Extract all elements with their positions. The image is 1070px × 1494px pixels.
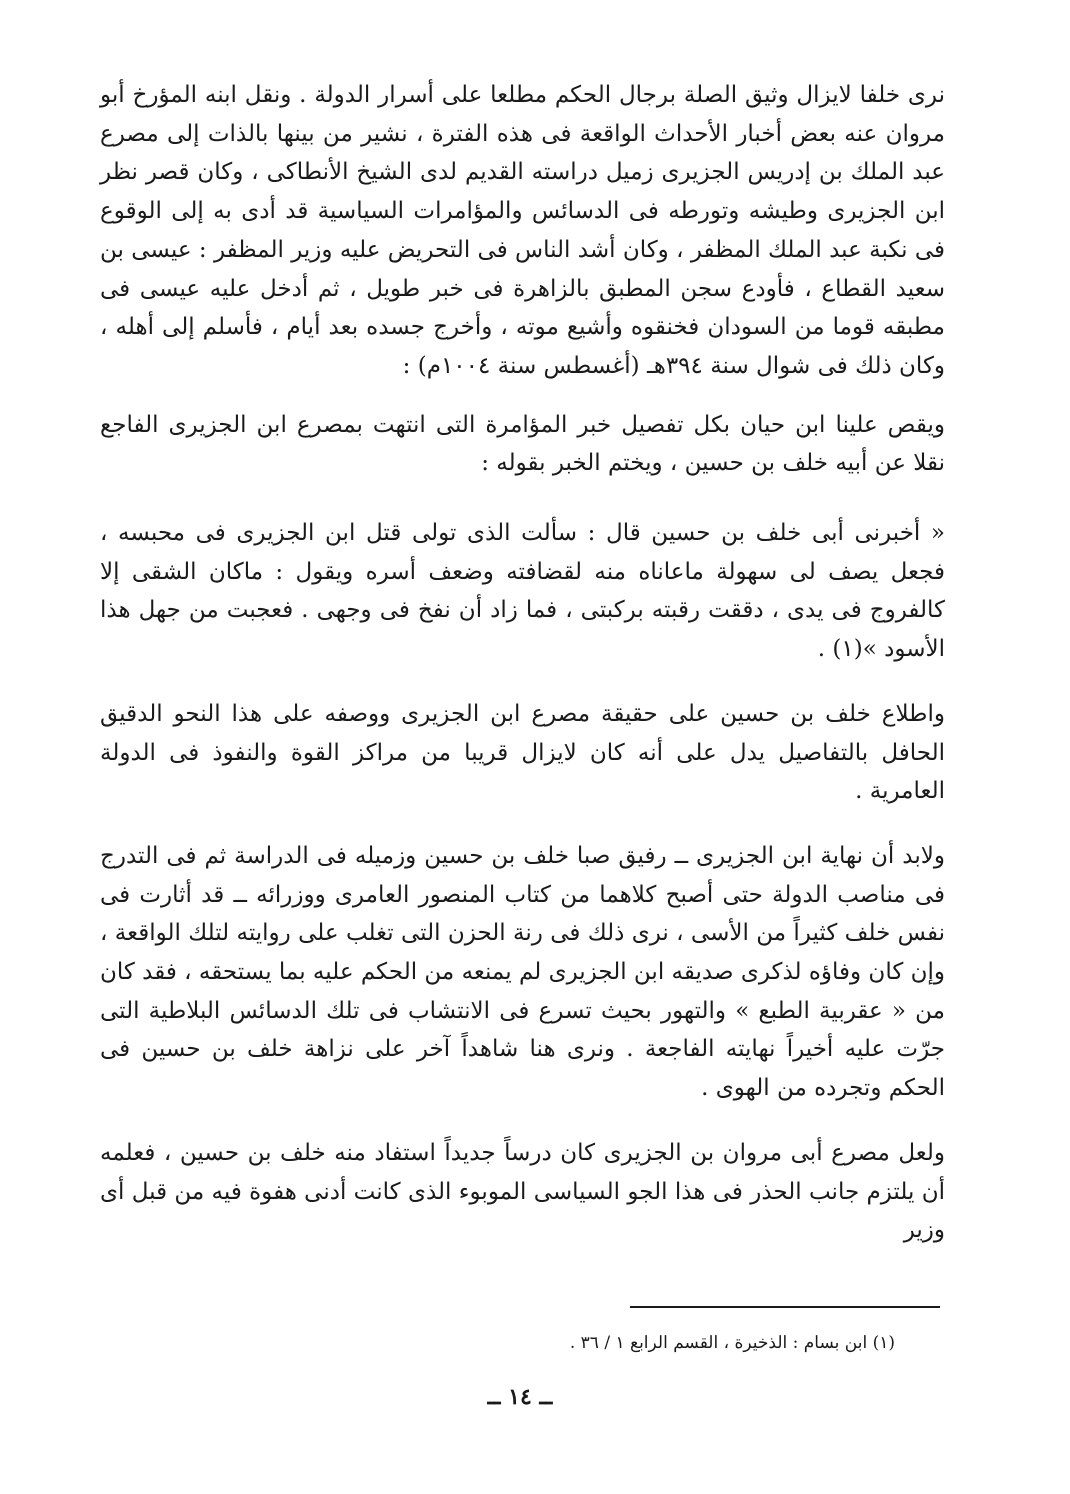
paragraph-1: نرى خلفا لايزال وثيق الصلة برجال الحكم مطلعا على أسرار الدولة . ونقل ابنه المؤرخ أبو مروان عنه بعض أخبار الأحداث الواقعة فى هذه الفترة ، نشير من بينها بالذات إلى مصرع عبد الملك بن إدريس الجزيرى زميل دراسته القديم لدى الشيخ الأنطاكى ، وكان قصر نظر ابن الجزيرى وطيشه وتورطه فى الدسائس والمؤامرات السياسية قد أدى به إلى الوقوع فى نكبة عبد الملك المظفر ، وكان أشد الناس فى التحريض عليه وزير المظفر : عيسى بن سعيد القطاع ، فأودع سجن المطبق بالزاهرة فى خبر طويل ، ثم أدخل عليه عيسى فى مطبقه قوما من السودان فخنقوه وأشيع موته ، وأخرج جسده بعد أيام ، فأسلم إلى أهله ، وكان ذلك فى شوال سنة ٣٩٤هـ (أغسطس سنة ١٠٠٤م) : (100, 82, 945, 379)
page-number: ــ ١٤ ــ (487, 1384, 553, 1410)
footnote: (١) ابن بسام : الذخيرة ، القسم الرابع ١ / ٣٦ . (569, 1333, 895, 1353)
quoted-passage: « أخبرنى أبى خلف بن حسين قال : سألت الذى تولى قتل ابن الجزيرى فى محبسه ، فجعل يصف لى سهولة ماعاناه منه لقضافته وضعف أسره ويقول : ماكان الشقى إلا كالفروج فى يدى ، دققت رقبته بركبتى ، فما زاد أن نفخ فى وجهى . فعجبت من جهل هذا الأسود »(١) . (100, 520, 945, 663)
page-body (100, 76, 945, 1250)
paragraph-4: واطلاع خلف بن حسين على حقيقة مصرع ابن الجزيرى ووصفه على هذا النحو الدقيق الحافل بالتفاصيل يدل على أنه كان لايزال قريبا من مراكز القوة والنفوذ فى الدولة العامرية . (100, 700, 945, 805)
paragraph-5: ولابد أن نهاية ابن الجزيرى ــ رفيق صبا خلف بن حسين وزميله فى الدراسة ثم فى التدرج فى مناصب الدولة حتى أصبح كلاهما من كتاب المنصور العامرى ووزرائه ــ قد أثارت فى نفس خلف كثيراً من الأسى ، نرى ذلك فى رنة الحزن التى تغلب على روايته لتلك الواقعة ، وإن كان وفاؤه لذكرى صديقه ابن الجزيرى لم يمنعه من الحكم عليه بما يستحقه ، فقد كان من « عقربية الطبع » والتهور بحيث تسرع فى الانتشاب فى تلك الدسائس البلاطية التى جرّت عليه أخيراً نهايته الفاجعة . ونرى هنا شاهداً آخر على نزاهة خلف بن حسين فى الحكم وتجرده من الهوى . (100, 842, 945, 1102)
footnote-separator (630, 1306, 940, 1308)
paragraph-6: ولعل مصرع أبى مروان بن الجزيرى كان درساً جديداً استفاد منه خلف بن حسين ، فعلمه أن يلتزم جانب الحذر فى هذا الجو السياسى الموبوء الذى كانت أدنى هفوة فيه من قبل أى وزير (100, 1139, 945, 1244)
paragraph-2: ويقص علينا ابن حيان بكل تفصيل خبر المؤامرة التى انتهت بمصرع ابن الجزيرى الفاجع نقلا عن أبيه خلف بن حسين ، ويختم الخبر بقوله : (100, 411, 945, 477)
